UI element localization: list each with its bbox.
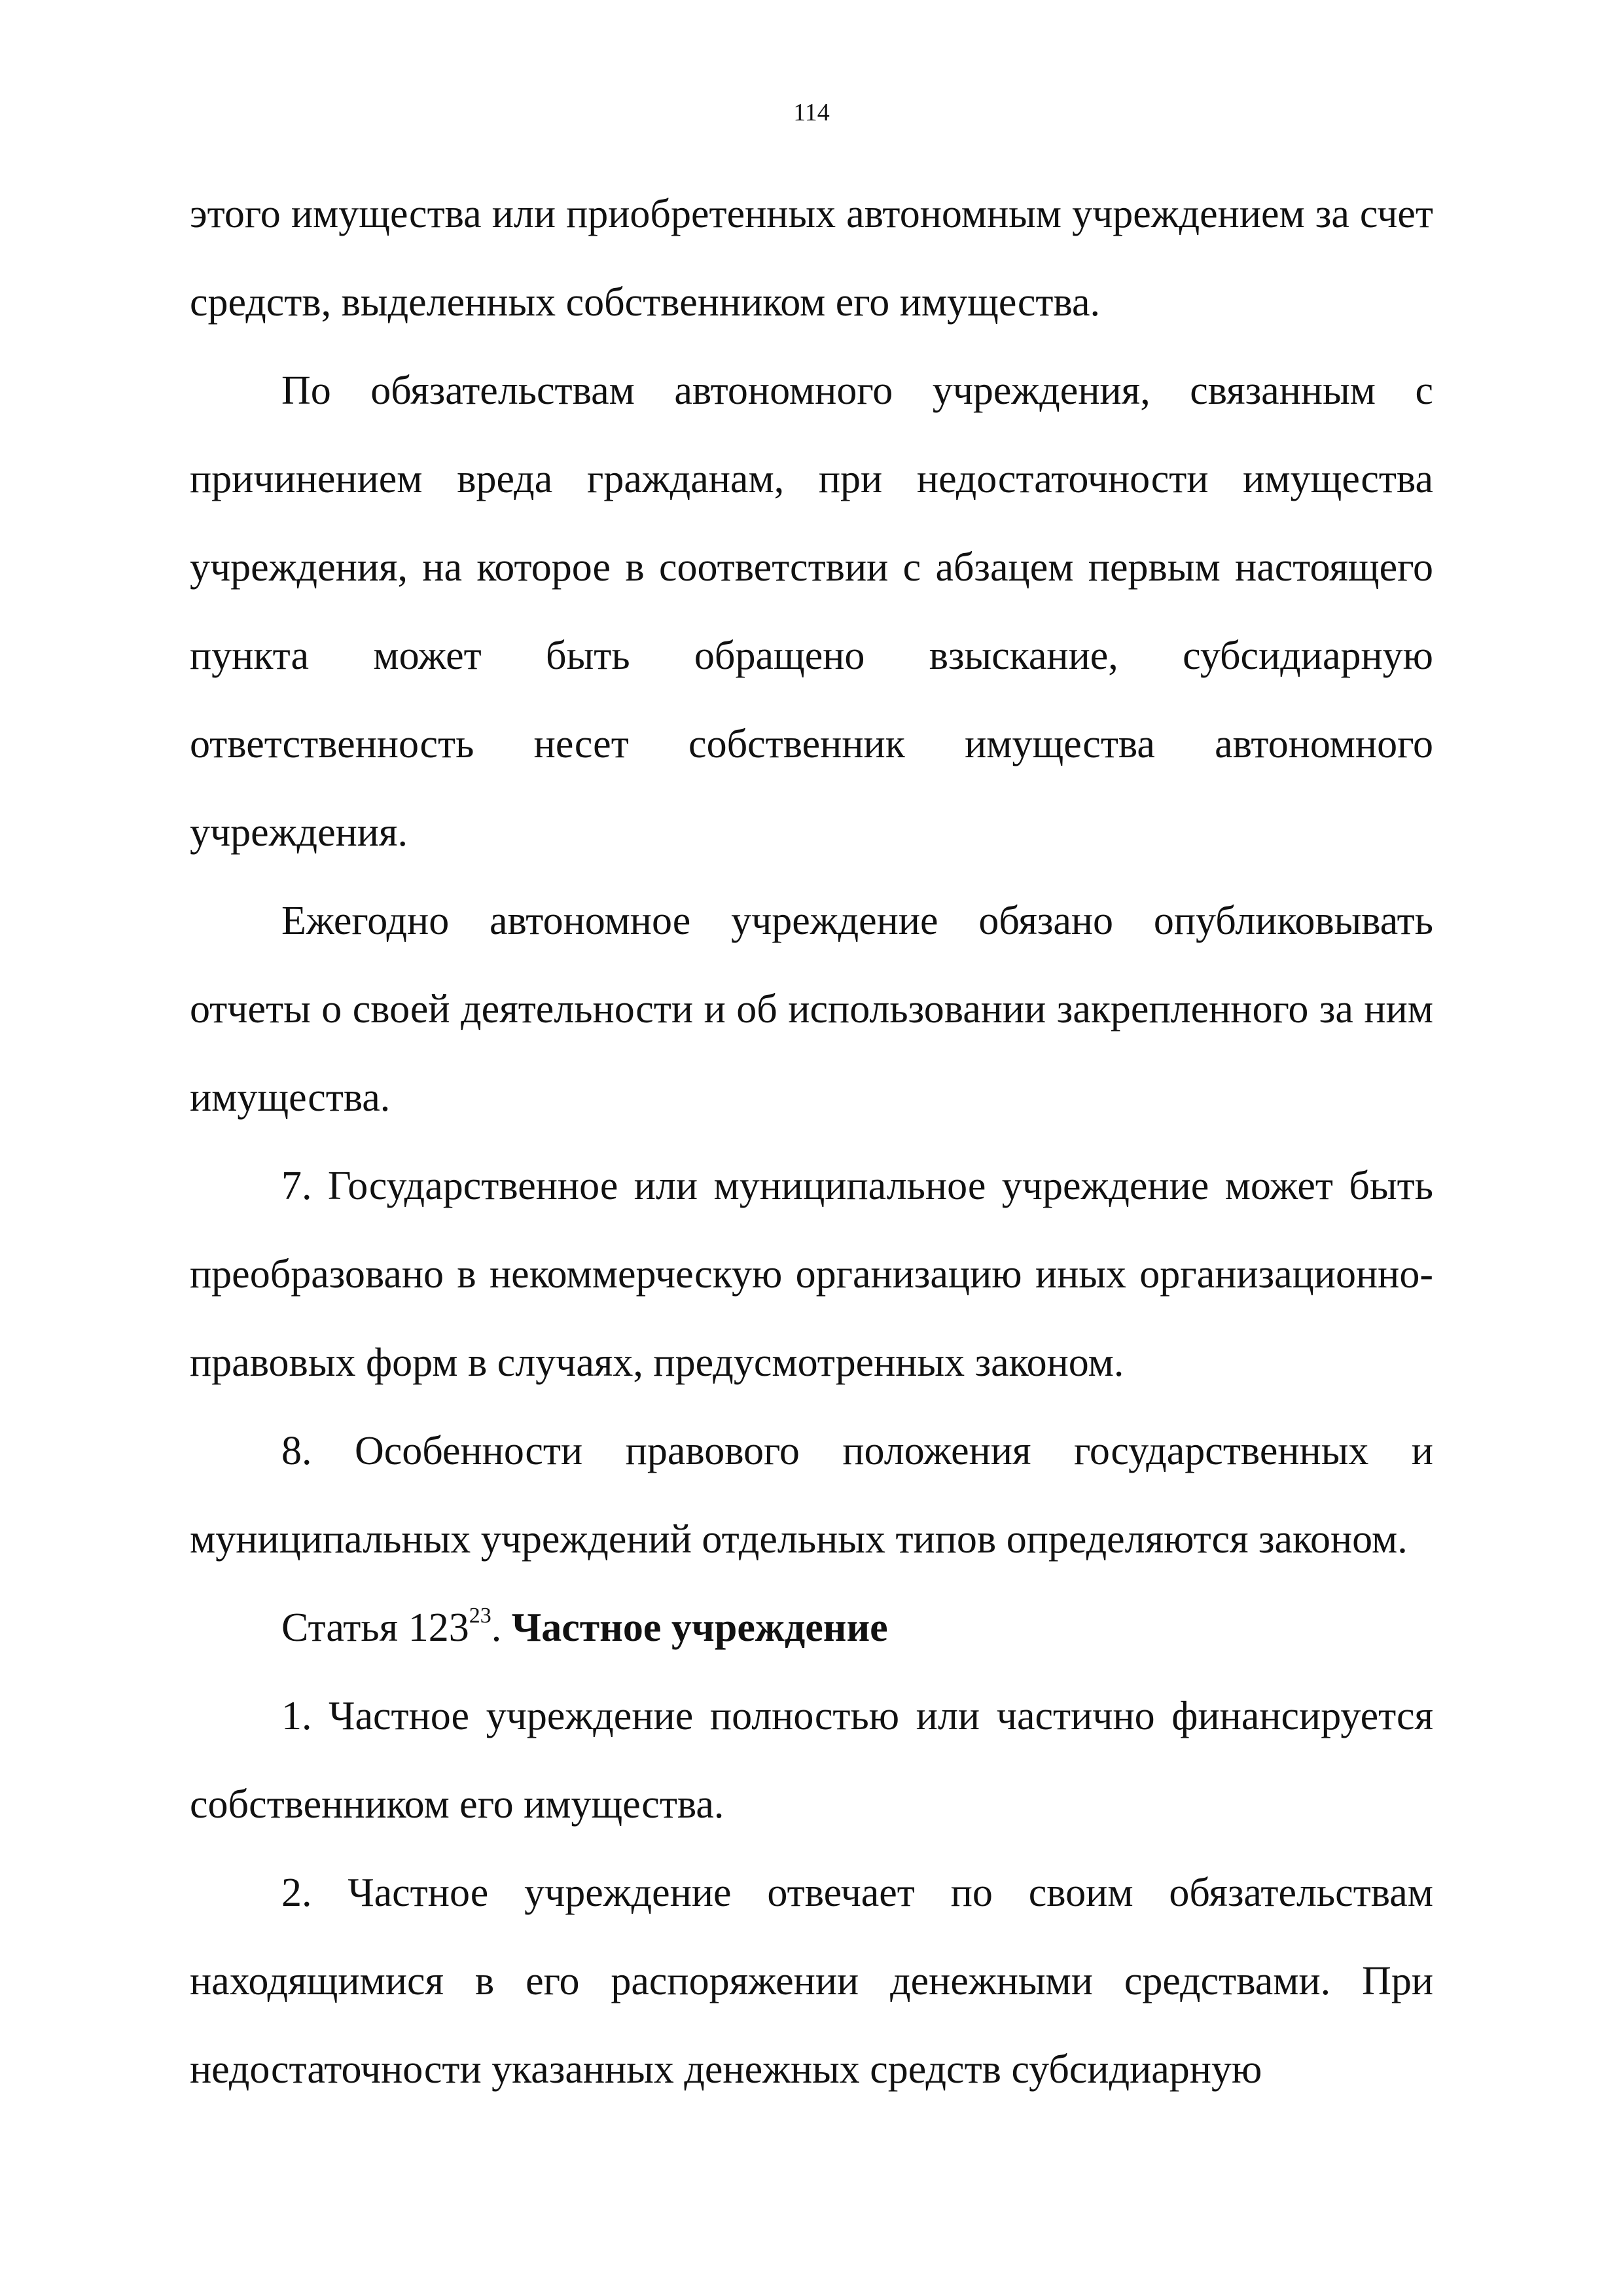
paragraph-subsidiary-liability: По обязательствам автономного учреждения, связанным с причинением вреда гражданам, при недостаточности имущества учреждения, на которое в соответствии с абзацем первым настоящего пункта может быть обращено взыскание, субсидиарную ответственность несет собственник имущества автономного учреждения. [190,368,1433,855]
article-heading [190,1584,1433,1672]
article-paragraph-1: 1. Частное учреждение полностью или частично финансируется собственником его имущества. [190,1694,1433,1827]
paragraph-item-7: 7. Государственное или муниципальное учреждение может быть преобразовано в некоммерческую организацию иных организационно-правовых форм в случаях, предусмотренных законом. [190,1164,1433,1385]
document-body [190,170,1433,2114]
article-separator: . [491,1605,512,1650]
paragraph-item-8: 8. Особенности правового положения государственных и муниципальных учреждений отдельных типов определяются законом. [190,1429,1433,1562]
paragraph-continuation: этого имущества или приобретенных автономным учреждением за счет средств, выделенных собственником его имущества. [190,192,1433,325]
article-number: Статья 123 [281,1605,469,1650]
article-superscript: 23 [469,1604,491,1628]
page-number: 114 [793,99,830,126]
paragraph-annual-reports: Ежегодно автономное учреждение обязано опубликовывать отчеты о своей деятельности и об использовании закрепленного за ним имущества. [190,899,1433,1120]
article-paragraph-2: 2. Частное учреждение отвечает по своим обязательствам находящимися в его распоряжении денежными средствами. При недостаточности указанных денежных средств субсидиарную [190,1871,1433,2092]
article-title: Частное учреждение [511,1605,888,1650]
